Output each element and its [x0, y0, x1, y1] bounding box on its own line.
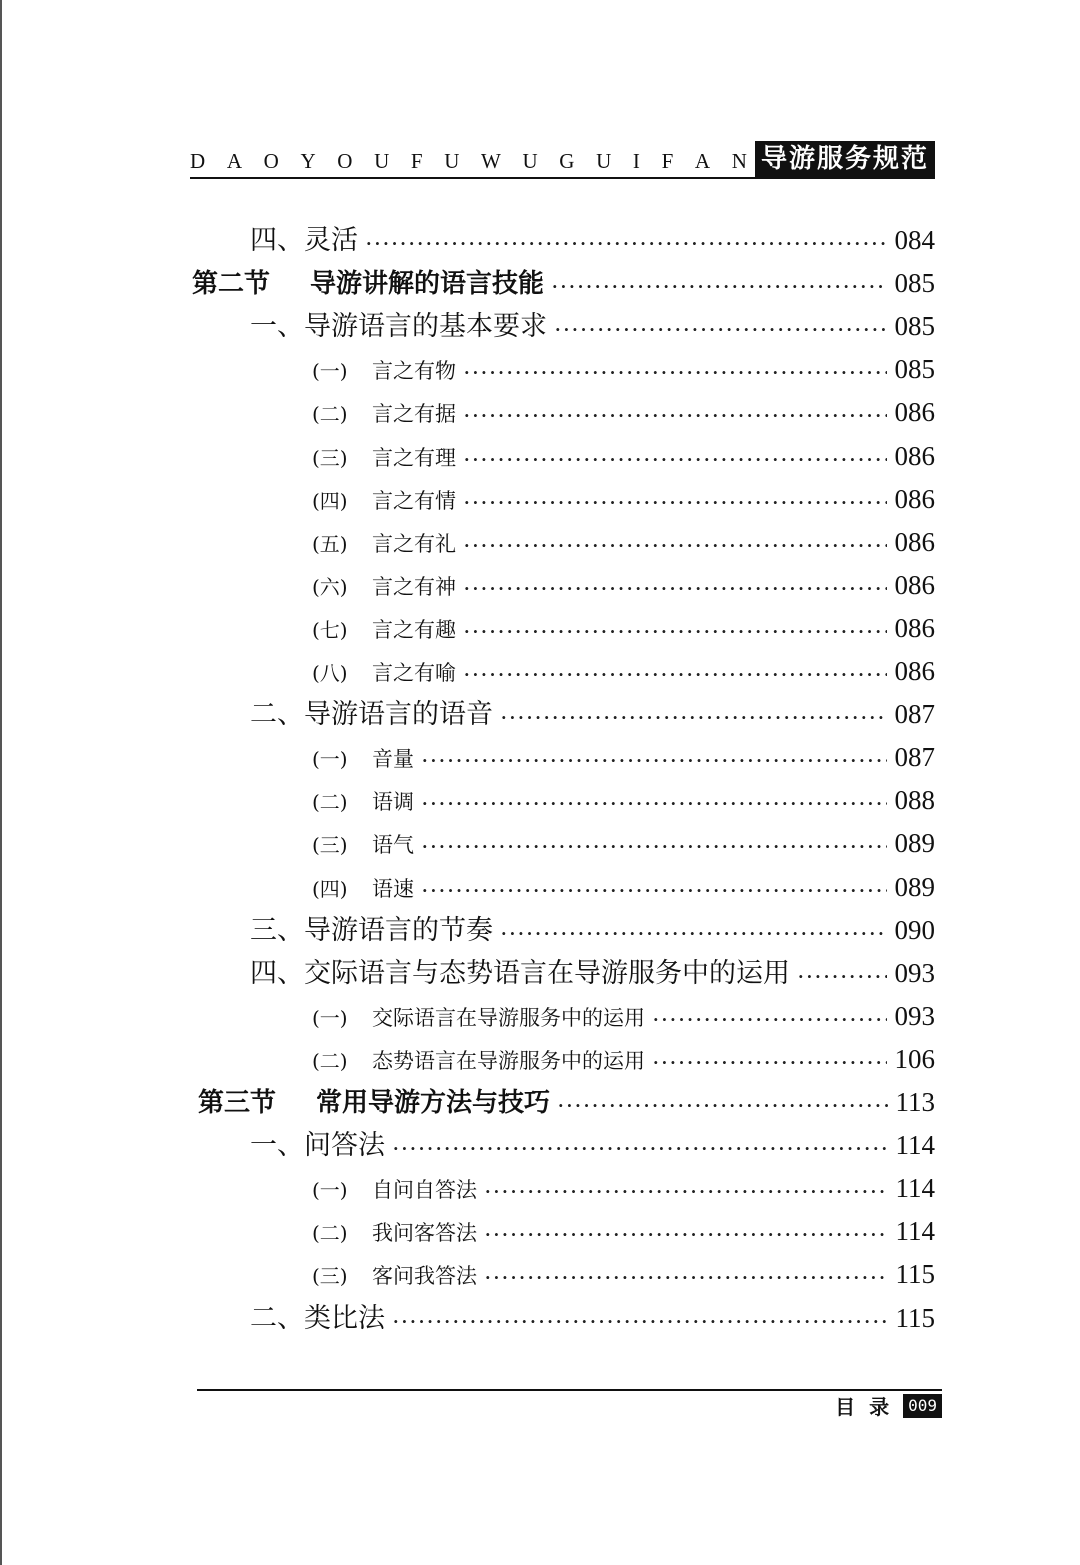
header-pinyin-letter: F [661, 149, 674, 173]
toc-entry-title: 二、类比法 [250, 1302, 385, 1334]
dot-leader [501, 914, 887, 954]
footer-page-number: 009 [903, 1394, 942, 1418]
header-pinyin-letter: Y [300, 149, 316, 173]
toc-entry-label [312, 1213, 477, 1253]
toc-entry-title: 言之有喻 [372, 661, 456, 685]
toc-entry[interactable] [312, 651, 935, 691]
toc-entry-label [312, 1041, 645, 1081]
header-pinyin-letter: U [522, 149, 538, 173]
toc-entry-page: 086 [894, 483, 935, 514]
toc-entry-label [312, 394, 456, 434]
header-pinyin-letter: F [410, 149, 423, 173]
dot-leader [558, 1086, 887, 1126]
header-pinyin-letter: U [444, 149, 460, 173]
footer-label: 目录 [835, 1395, 904, 1419]
dot-leader [464, 612, 887, 652]
dot-leader [501, 698, 887, 738]
toc-entry-title: 语气 [372, 833, 414, 858]
toc-entry[interactable] [312, 1168, 935, 1208]
toc-entry[interactable] [312, 479, 935, 519]
page-edge [0, 0, 2, 1565]
header-pinyin-letter: O [263, 149, 279, 173]
toc-entry-page: 106 [894, 1043, 935, 1074]
toc-entry-page: 086 [894, 612, 935, 643]
toc-entry-title: 自问自答法 [372, 1178, 477, 1203]
toc-entry[interactable] [312, 1254, 935, 1294]
toc-entry[interactable] [312, 996, 935, 1036]
toc-entry[interactable] [312, 867, 935, 907]
toc-entry-page: 087 [894, 742, 935, 773]
toc-entry-number: (五) [312, 531, 348, 556]
toc-entry-label [312, 825, 414, 865]
toc-entry[interactable] [250, 220, 935, 260]
toc-entry-number: (一) [312, 1005, 348, 1030]
toc-entry-label [250, 911, 493, 951]
toc-entry-label [250, 695, 493, 735]
toc-entry-page: 114 [895, 1173, 935, 1204]
header-pinyin-letter: I [632, 149, 640, 173]
toc-entry-page: 085 [894, 354, 935, 385]
dot-leader [464, 396, 887, 436]
toc-entry-number: (三) [312, 445, 348, 470]
toc-entry-number: (一) [312, 1178, 348, 1203]
header-rule [190, 177, 935, 179]
toc-entry-title: 我问客答法 [372, 1221, 477, 1246]
header-pinyin-letter: G [559, 149, 575, 173]
toc-entry-title: 客问我答法 [372, 1264, 477, 1289]
dot-leader [485, 1172, 888, 1212]
toc-entry[interactable] [250, 1298, 935, 1338]
toc-entry-title: 一、问答法 [250, 1130, 385, 1162]
toc-entry-page: 093 [894, 957, 935, 988]
toc-entry-label [312, 869, 414, 909]
toc-entry-number: (三) [312, 1264, 348, 1289]
toc-entry[interactable] [312, 1211, 935, 1251]
toc-entry-number: 第三节 [198, 1088, 277, 1118]
footer-rule [197, 1389, 942, 1391]
toc-entry[interactable] [250, 694, 935, 734]
header-title: 导游服务规范 [755, 141, 935, 178]
toc-entry-page: 087 [894, 699, 935, 730]
toc-entry-label [250, 954, 790, 994]
toc-entry-label [312, 610, 456, 650]
toc-entry-title: 言之有情 [372, 488, 456, 513]
toc-entry-page: 089 [894, 871, 935, 902]
toc-entry[interactable] [312, 436, 935, 476]
toc-entry-label [312, 567, 456, 607]
toc-entry-title: 言之有神 [372, 574, 456, 599]
dot-leader [393, 1129, 888, 1169]
toc-entry-title: 交际语言在导游服务中的运用 [372, 1005, 645, 1030]
toc-entry-page: 093 [894, 1000, 935, 1031]
toc-entry-title: 语速 [372, 876, 414, 901]
toc-entry-page: 086 [894, 440, 935, 471]
toc-entry-number: (二) [312, 1221, 348, 1246]
toc-entry-title: 一、导游语言的基本要求 [250, 311, 547, 343]
toc-entry-page: 115 [895, 1259, 935, 1290]
dot-leader [464, 353, 887, 393]
toc-entry[interactable] [198, 1082, 935, 1122]
dot-leader [485, 1258, 888, 1298]
toc-entry-label [250, 307, 547, 347]
dot-leader [555, 310, 887, 350]
toc-entry-page: 086 [894, 397, 935, 428]
toc-entry-page: 085 [894, 268, 935, 299]
toc-entry[interactable] [312, 608, 935, 648]
toc-entry-number: (四) [312, 488, 348, 513]
toc-entry-page: 086 [894, 569, 935, 600]
toc-entry-title: 言之有物 [372, 359, 456, 384]
header-pinyin [190, 149, 755, 178]
toc-entry-label [312, 524, 456, 564]
toc-entry-number: (七) [312, 617, 348, 642]
toc-entry-label [312, 653, 456, 693]
toc-entry-label [250, 221, 358, 261]
toc-entry-number: (二) [312, 402, 348, 427]
toc-entry-title: 言之有据 [372, 402, 456, 427]
dot-leader [464, 526, 887, 566]
toc-entry-title: 四、灵活 [250, 225, 358, 256]
toc-entry[interactable] [250, 910, 935, 950]
toc-entry-title: 四、交际语言与态势语言在导游服务中的运用 [250, 957, 790, 989]
dot-leader [464, 569, 887, 609]
header-pinyin-letter: D [190, 149, 206, 173]
running-header [190, 140, 935, 178]
toc-entry[interactable] [192, 263, 935, 303]
toc-entry-page: 084 [894, 225, 935, 255]
toc-entry[interactable] [250, 306, 935, 346]
toc-entry-label [250, 1126, 385, 1166]
dot-leader [422, 784, 887, 824]
toc-entry-page: 088 [894, 785, 935, 816]
toc-entry-page: 086 [894, 656, 935, 686]
toc-entry-title: 三、导游语言的节奏 [250, 914, 493, 946]
dot-leader [552, 267, 886, 307]
toc-entry-title: 言之有理 [372, 445, 456, 470]
toc-entry-label [312, 739, 414, 779]
toc-entry[interactable] [312, 349, 935, 389]
toc-entry-label [312, 998, 645, 1038]
toc-entry-title: 态势语言在导游服务中的运用 [372, 1048, 645, 1073]
header-pinyin-letter: O [337, 149, 353, 173]
dot-leader [653, 1000, 887, 1040]
toc-entry-number: (一) [312, 747, 348, 772]
toc-entry-page: 115 [895, 1302, 935, 1333]
toc-entry-page: 085 [894, 311, 935, 342]
toc-entry-number: 第二节 [192, 269, 271, 300]
toc-entry[interactable] [250, 1125, 935, 1165]
toc-entry-page: 114 [895, 1216, 935, 1247]
toc-entry-label [312, 351, 456, 391]
dot-leader [464, 655, 887, 695]
toc-entry-label [312, 1170, 477, 1210]
toc-entry-number: (一) [312, 359, 348, 384]
toc-entry[interactable] [312, 565, 935, 605]
toc-entry[interactable] [312, 737, 935, 777]
toc-entry-label [312, 1256, 477, 1296]
toc-entry-number: (四) [312, 876, 348, 901]
dot-leader [653, 1043, 887, 1083]
toc-entry-number: (二) [312, 790, 348, 815]
toc-entry[interactable] [312, 780, 935, 820]
toc-entry-page: 113 [895, 1087, 935, 1117]
header-pinyin-letter: A [226, 149, 242, 173]
dot-leader [798, 957, 887, 997]
toc-entry-number: (二) [312, 1048, 348, 1073]
dot-leader [464, 440, 887, 480]
toc-entry-title: 导游讲解的语言技能 [310, 269, 545, 300]
toc-entry-title: 音量 [372, 747, 414, 772]
dot-leader [485, 1215, 888, 1255]
toc-entry-title: 语调 [372, 790, 414, 815]
header-pinyin-letter: N [731, 149, 747, 173]
toc-entry-label [250, 1299, 385, 1339]
toc-entry-page: 114 [895, 1130, 935, 1161]
running-footer [835, 1391, 942, 1420]
header-pinyin-letter: A [694, 149, 711, 173]
header-pinyin-letter: W [481, 149, 501, 173]
toc-entry[interactable] [312, 1039, 935, 1079]
header-pinyin-letter: U [596, 149, 612, 173]
toc-entry-label [312, 481, 456, 521]
toc-entry-title: 二、导游语言的语音 [250, 699, 493, 731]
toc-entry-number: (八) [312, 661, 348, 685]
toc-entry-title: 言之有趣 [372, 617, 456, 642]
dot-leader [393, 1302, 888, 1342]
dot-leader [366, 224, 887, 264]
dot-leader [422, 827, 887, 867]
toc-entry-page: 089 [894, 828, 935, 859]
toc-entry[interactable] [250, 953, 935, 993]
toc-entry-number: (三) [312, 833, 348, 858]
toc-entry-label [198, 1083, 550, 1123]
toc-entry[interactable] [312, 392, 935, 432]
toc-entry-title: 常用导游方法与技巧 [316, 1088, 551, 1118]
dot-leader [422, 741, 887, 781]
toc-entry-label [312, 782, 414, 822]
toc-entry[interactable] [312, 522, 935, 562]
toc-entry-title: 言之有礼 [372, 531, 456, 556]
toc-entry-page: 090 [894, 914, 935, 945]
toc-entry[interactable] [312, 823, 935, 863]
toc-entry-number: (六) [312, 574, 348, 599]
toc-entry-page: 086 [894, 526, 935, 557]
toc-entry-label [312, 438, 456, 478]
dot-leader [464, 483, 887, 523]
toc-entry-label [192, 264, 544, 304]
dot-leader [422, 871, 887, 911]
header-pinyin-letter: U [374, 149, 390, 173]
